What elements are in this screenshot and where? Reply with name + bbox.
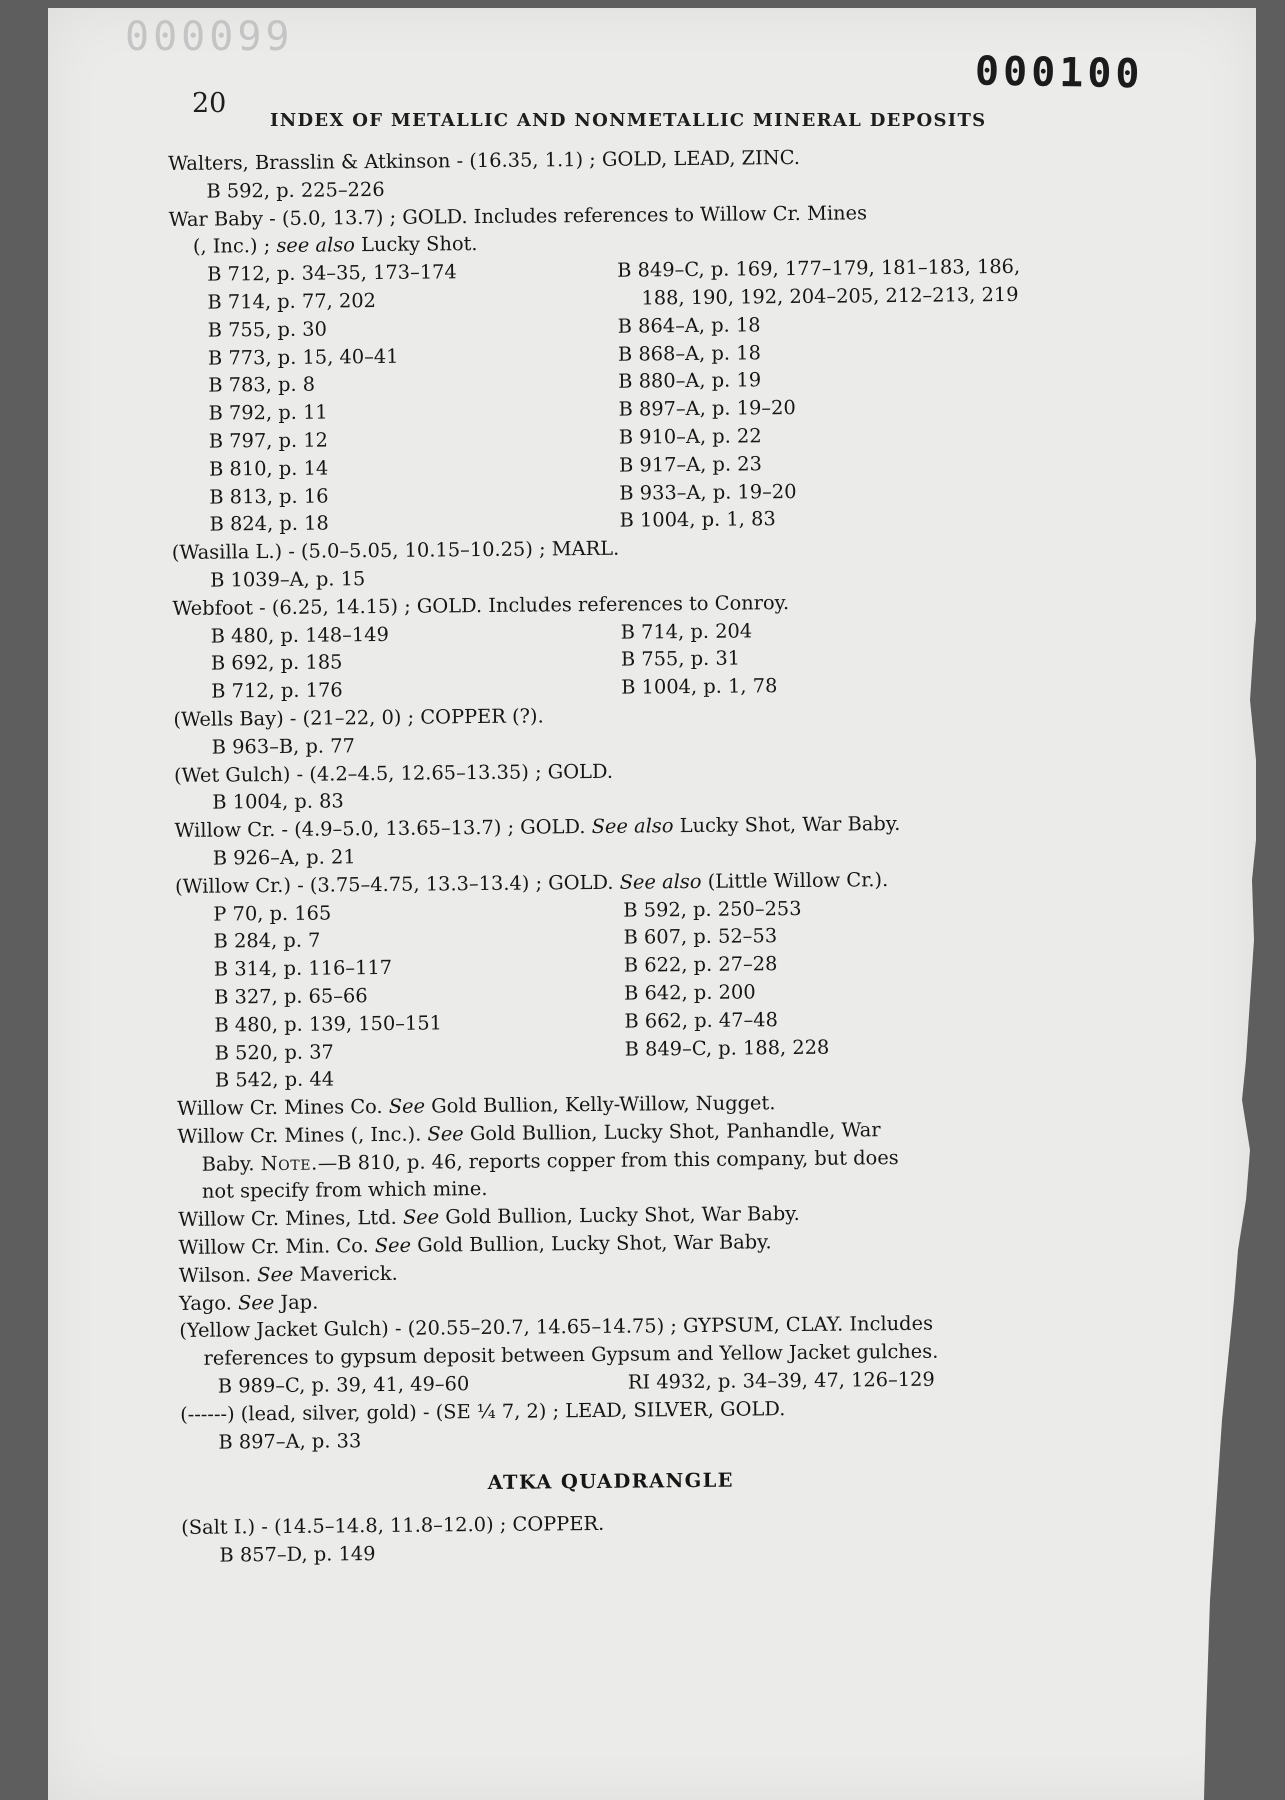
reference-item: B 327, p. 65–66: [214, 984, 368, 1009]
entry-heading: Webfoot - (6.25, 14.15) ; GOLD. Includes references to Conroy.: [172, 590, 790, 620]
entry-heading: (Willow Cr.) - (3.75–4.75, 13.3–13.4) ; GOLD. See also (Little Willow Cr.).: [174, 867, 889, 898]
reference-item: P 70, p. 165: [213, 900, 332, 926]
entry-heading: (Wasilla L.) - (5.0–5.05, 10.15–10.25) ; MARL.: [171, 536, 620, 565]
reference-item: B 910–A, p. 22: [618, 424, 762, 449]
reference-item: B 868–A, p. 18: [617, 340, 761, 366]
reference-item: B 797, p. 12: [208, 428, 329, 453]
entry-reference: B 857–D, p. 149: [219, 1542, 376, 1567]
reference-column-right: [623, 892, 1097, 1091]
reference-item: B 755, p. 31: [620, 646, 741, 672]
faint-page-stamp: 000099: [125, 14, 294, 60]
section-heading-atka: ATKA QUADRANGLE: [487, 1469, 735, 1495]
reference-item: B 712, p. 34–35, 173–174: [207, 260, 457, 286]
entry-reference: B 926–A, p. 21: [212, 845, 356, 870]
entry-heading: Willow Cr. Mines (, Inc.). See Gold Bullion, Lucky Shot, Panhandle, War: [177, 1118, 881, 1148]
reference-item: B 714, p. 77, 202: [207, 288, 377, 314]
entry-heading: War Baby - (5.0, 13.7) ; GOLD. Includes references to Willow Cr. Mines: [168, 200, 868, 231]
entry-heading-continued: (, Inc.) ; see also Lucky Shot.: [192, 232, 478, 259]
reference-item: B 989–C, p. 39, 41, 49–60: [217, 1372, 470, 1398]
entry-reference: B 1004, p. 83: [212, 789, 344, 814]
entry-reference: B 592, p. 225–226: [206, 177, 385, 203]
reference-column-left: [169, 257, 620, 539]
reference-item: B 520, p. 37: [214, 1039, 334, 1065]
entry-wet-gulch: [174, 753, 1094, 817]
reference-item: B 813, p. 16: [209, 484, 329, 509]
entry-heading: Wilson. See Maverick.: [178, 1261, 398, 1287]
entry-note-continued: not specify from which mine.: [201, 1177, 488, 1204]
entry-reference: B 963–B, p. 77: [211, 733, 355, 759]
reference-item: B 783, p. 8: [208, 372, 316, 397]
entry-willow-cr: [174, 808, 1094, 872]
reference-column-left: [173, 618, 622, 706]
reference-item: B 1004, p. 1, 78: [621, 674, 778, 699]
entry-war-baby: [169, 197, 1092, 539]
reference-item: B 773, p. 15, 40–41: [207, 344, 399, 370]
entry-heading: Walters, Brasslin & Atkinson - (16.35, 1.1) ; GOLD, LEAD, ZINC.: [168, 145, 801, 175]
entry-heading: (Yellow Jacket Gulch) - (20.55–20.7, 14.65–14.75) ; GYPSUM, CLAY. Includes: [179, 1312, 934, 1343]
entry-wasilla: [172, 530, 1092, 594]
page-title: INDEX OF METALLIC AND NONMETALLIC MINERAL DEPOSITS: [270, 110, 987, 131]
reference-column-right: [621, 614, 1094, 702]
reference-item: B 314, p. 116–117: [213, 955, 393, 981]
reference-column-left: [180, 1369, 628, 1401]
reference-item: B 714, p. 204: [620, 618, 753, 644]
reference-item: B 864–A, p. 18: [617, 313, 761, 338]
reference-item: B 642, p. 200: [624, 980, 756, 1005]
entry-wells-bay: [173, 697, 1093, 761]
reference-item: B 692, p. 185: [210, 650, 343, 675]
reference-item: B 792, p. 11: [208, 400, 328, 425]
entry-heading: Yago. See Jap.: [178, 1290, 319, 1315]
reference-item: B 712, p. 176: [211, 678, 343, 703]
entry-walters: [168, 141, 1088, 205]
entry-webfoot: [172, 586, 1093, 706]
reference-item: B 542, p. 44: [214, 1067, 335, 1092]
reference-item: B 662, p. 47–48: [624, 1007, 779, 1033]
entry-heading: Willow Cr. Mines, Ltd. See Gold Bullion, Lucky Shot, War Baby.: [178, 1202, 800, 1232]
entry-note: Baby. Note.—B 810, p. 46, reports copper from this company, but does: [201, 1145, 899, 1176]
entry-heading: (Wet Gulch) - (4.2–4.5, 12.65–13.35) ; GOLD.: [173, 759, 614, 787]
entry-yellow-jacket-gulch: [179, 1309, 1100, 1401]
torn-paper-edge: [1180, 0, 1285, 1800]
reference-item: B 933–A, p. 19–20: [619, 479, 797, 505]
index-body: [168, 141, 1102, 1570]
reference-item: B 592, p. 250–253: [623, 896, 802, 922]
reference-column-right: [617, 252, 1092, 534]
reference-item: B 824, p. 18: [209, 511, 329, 536]
entry-reference: B 897–A, p. 33: [218, 1428, 362, 1454]
entry-willow-cr-mines-inc: [177, 1114, 1098, 1206]
entry-heading-continued: references to gypsum deposit between Gypsum and Yellow Jacket gulches.: [203, 1339, 939, 1370]
entry-reference: B 1039–A, p. 15: [210, 567, 366, 592]
reference-item: B 917–A, p. 23: [618, 452, 763, 477]
reference-item: B 755, p. 30: [207, 317, 328, 342]
reference-item: B 897–A, p. 19–20: [618, 396, 796, 421]
entry-heading: Willow Cr. - (4.9–5.0, 13.65–13.7) ; GOLD. See also Lucky Shot, War Baby.: [174, 812, 901, 843]
reference-item: B 1004, p. 1, 83: [619, 507, 776, 533]
entry-heading: (------) (lead, silver, gold) - (SE ¼ 7, 2) ; LEAD, SILVER, GOLD.: [180, 1396, 786, 1426]
reference-item: B 284, p. 7: [213, 928, 321, 953]
reference-item: B 480, p. 148–149: [210, 622, 389, 648]
reference-item: B 810, p. 14: [208, 456, 329, 481]
entry-salt-island: [181, 1505, 1101, 1569]
reference-column-left: [175, 896, 625, 1095]
entry-heading: (Wells Bay) - (21–22, 0) ; COPPER (?).: [173, 704, 544, 731]
reference-columns: [169, 252, 1092, 539]
entry-heading: Willow Cr. Min. Co. See Gold Bullion, Lucky Shot, War Baby.: [178, 1230, 772, 1260]
entry-heading: (Salt I.) - (14.5–14.8, 11.8–12.0) ; COPPER.: [181, 1512, 605, 1540]
reference-item: B 622, p. 27–28: [623, 952, 778, 977]
page-stamp-number: 000100: [974, 48, 1144, 98]
page-number: 20: [192, 88, 227, 119]
reference-columns: [173, 614, 1094, 706]
reference-item: B 607, p. 52–53: [623, 924, 778, 949]
reference-columns: [175, 892, 1097, 1095]
entry-heading: Willow Cr. Mines Co. See Gold Bullion, Kelly-Willow, Nugget.: [177, 1091, 776, 1121]
reference-item: B 880–A, p. 19: [618, 368, 762, 394]
reference-column-right: [628, 1364, 1100, 1396]
reference-item: RI 4932, p. 34–39, 47, 126–129: [627, 1367, 935, 1394]
reference-item: B 849–C, p. 188, 228: [624, 1035, 830, 1061]
reference-item: B 480, p. 139, 150–151: [214, 1011, 443, 1037]
entry-willow-cr-parenthetical: [175, 864, 1097, 1095]
entry-unnamed: [180, 1392, 1100, 1456]
reference-item: B 849–C, p. 169, 177–179, 181–183, 186,: [617, 255, 1021, 282]
reference-item-continued: 188, 190, 192, 204–205, 212–213, 219: [641, 282, 1019, 310]
